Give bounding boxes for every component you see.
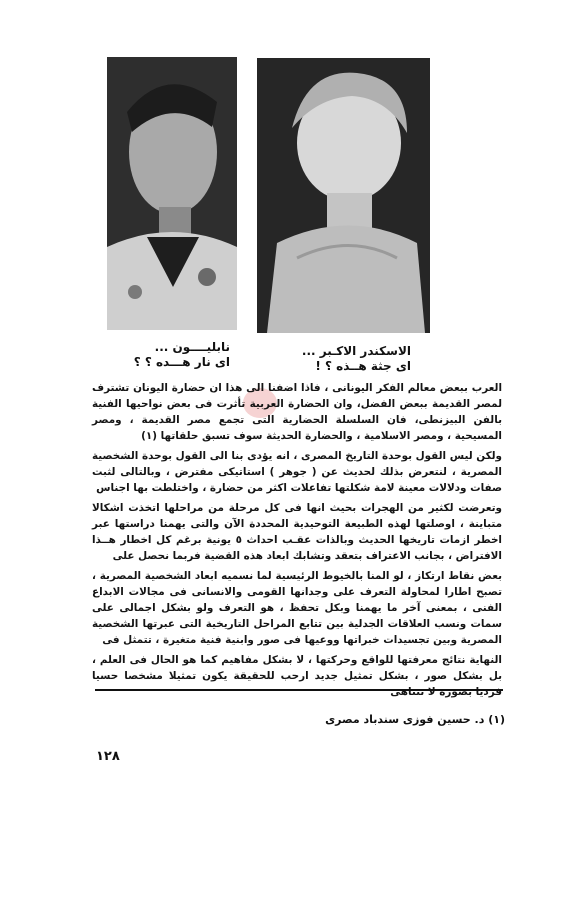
- footnote: (١) د. حسين فوزى سندباد مصرى: [325, 713, 505, 726]
- alexander-caption: [246, 344, 411, 374]
- paragraph: العرب ببعض معالم الفكر اليونانى ، فاذا اضفنا الى هذا ان حضارة اليونان تشترف لمصر القديمة ببعض الفضل، وان الحضارة العربية تأثرت فى بعض نواحيها الفنية بالفن البيزنطى، فان السلسلة الحضارية التى تجمع مصر القديمة ، ومصر المسيحية ، ومصر الاسلامية ، والحضارة الحديثة سوف تسبق حلقاتها (١): [92, 382, 502, 442]
- body-text: [92, 380, 502, 704]
- alexander-caption-line-2: اى جثة هــذه ؟ !: [315, 359, 411, 373]
- napoleon-portrait: [107, 57, 237, 330]
- page-number: ١٢٨: [96, 749, 120, 764]
- paragraph: النهاية نتائج معرفتها للواقع وحركتها ، لا بشكل مفاهيم كما هو الحال فى العلم ، بل بشكل صور ، بشكل تمثيل جديد ارحب للحقيقة يكون تمثيلا مشخصا حسيا فرديا بصورة لا تتناهى: [92, 654, 502, 698]
- napoleon-caption: [100, 340, 230, 370]
- napoleon-caption-line-2: اى نار هـــده ؟ ؟: [133, 355, 230, 369]
- alexander-caption-line-1: الاسكندر الاكـبر ...: [301, 344, 411, 358]
- paragraph: بعض نقاط ارتكاز ، لو المنا بالخيوط الرئيسية لما نسميه ابعاد الشخصية المصرية ، تصبح اطارا لمحاولة التعرف على وجدانها القومى والانسانى فى مجالات الابداع الفنى ، بمعنى آخر ما يهمنا وبكل تحفظ ، هو التعرف ولو بشكل اجمالى على سمات ونسب العلاقات الجدلية بين تتابع المراحل التاريخية التى عبرتها الشخصية المصرية وبين تجسيدات خبراتها ووعيها فى صور وابنية فنية متغيرة ، تتمثل فى: [92, 570, 502, 646]
- paragraph: ولكن ليس القول بوحدة التاريخ المصرى ، انه يؤدى بنا الى القول بوحدة الشخصية المصرية ، لنتعرض بذلك لحديث عن ( جوهر ) استاتيكى مفترض ، وبالتالى لثبت صفات ودلالات معينة لامة شكلتها تفاعلات اكثر من حضارة ، واختلطت بها اجناس: [92, 450, 502, 494]
- napoleon-portrait-drawing: [107, 57, 237, 330]
- footnote-divider: [95, 689, 503, 691]
- alexander-bust-drawing: [257, 58, 430, 333]
- napoleon-caption-line-1: نابليــــون ...: [154, 340, 230, 354]
- alexander-bust: [257, 58, 430, 333]
- paragraph: وتعرضت لكثير من الهجرات بحيث انها فى كل مرحلة من مراحلها اتخذت اشكالا متباينة ، اوصلتها لهذه الطبيعة التوحيدية المحددة الآن والتى يهمنا دراستها عبر اخطر ازمات تاريخها الحديث وبالذات عقـب احداث ٥ يونية برغم كل اخطار هــذا الافتراض ، بجانب الاعتراف بتعقد وتشابك ابعاد هذه القضية فربما نحصل على: [92, 502, 502, 562]
